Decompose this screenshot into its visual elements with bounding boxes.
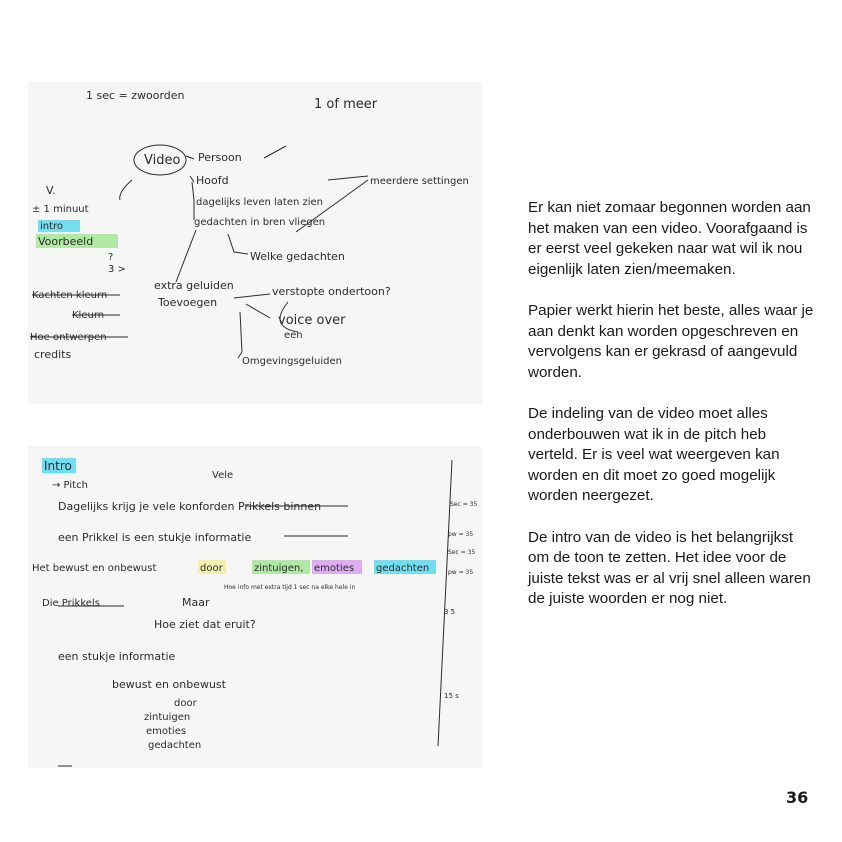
note-extra: extra geluiden xyxy=(154,279,234,292)
note-een: een xyxy=(284,330,303,341)
note-sec: 1 sec = zwoorden xyxy=(86,89,185,102)
note-line1: Dagelijks krijg je vele konforden Prikkels binnen xyxy=(58,500,322,513)
note-intro-bottom: Intro xyxy=(44,459,72,473)
note-gedachten: gedachten in bren vliegen xyxy=(194,217,326,228)
note-maar: Maar xyxy=(182,596,210,609)
note-list-gedachten: gedachten xyxy=(148,740,202,751)
note-question: ? xyxy=(108,252,114,263)
sketch-bottom-drawing xyxy=(28,446,482,768)
brainstorm-sketch-bottom xyxy=(28,446,482,768)
note-bewust: bewust en onbewust xyxy=(112,678,226,691)
note-deel: Die Prikkels xyxy=(42,598,100,609)
note-persoon: Persoon xyxy=(198,151,242,164)
note-hoe: Hoe ontwerpen xyxy=(30,332,107,343)
note-meerdere: meerdere settingen xyxy=(370,176,469,187)
note-omgeving: Omgevingsgeluiden xyxy=(242,356,342,367)
note-welke: Welke gedachten xyxy=(250,250,345,263)
note-credits: credits xyxy=(34,348,72,361)
note-voorbeeld: Voorbeeld xyxy=(38,235,94,248)
paragraph-4: De intro van de video is het belangrijkst om de toon te zetten. Het idee voor de juiste tekst was er al vrij snel alleen waren de juiste woorden er nog niet. xyxy=(528,528,811,608)
note-minuut: ± 1 minuut xyxy=(32,204,89,215)
note-tally-2: pw = 35 xyxy=(448,531,474,538)
note-of-meer: 1 of meer xyxy=(314,97,378,112)
paragraph-1: Er kan niet zomaar begonnen worden aan het maken van een video. Voorafgaand is er eerst veel gekeken naar wat wil ik nou eigenlijk laten zien/meemaken. xyxy=(528,199,811,278)
note-small: Hoe info met extra tijd 1 sec na elke hele in xyxy=(224,584,356,591)
note-kleurn1: Kachten kleurn xyxy=(32,290,108,301)
note-door: door xyxy=(200,563,223,574)
note-erut: Hoe ziet dat eruit? xyxy=(154,618,256,631)
paragraph-2: Papier werkt hierin het beste, alles waar je aan denkt kan worden opgeschreven en vervolgens kan er gekrasd of aangevuld worden. xyxy=(528,301,814,381)
sketch-top-drawing xyxy=(28,82,482,404)
note-kleurn2: Kleurn xyxy=(72,310,105,321)
page-number: 36 xyxy=(786,788,809,807)
note-hoofd: Hoofd xyxy=(196,174,229,187)
note-list-emoties: emoties xyxy=(146,726,187,737)
note-gedachten: gedachten xyxy=(376,563,430,574)
note-pitch: → Pitch xyxy=(52,480,88,491)
note-toevoegen: Toevoegen xyxy=(158,296,218,309)
note-intro: intro xyxy=(40,221,64,232)
paragraph-3: De indeling van de video moet alles onderbouwen wat ik in de pitch heb verteld. Er is veel wat weergeven kan worden en dit moet zo goed mogelijk worden neergezet. xyxy=(528,404,780,505)
note-dagelijks: dagelijks leven laten zien xyxy=(196,197,324,208)
note-three: 3 > xyxy=(108,264,126,275)
body-text xyxy=(528,198,818,630)
note-tally-3: Sec = 35 xyxy=(448,549,476,556)
note-emoties: emoties xyxy=(314,563,355,574)
note-line3a: Het bewust en onbewust xyxy=(32,563,157,574)
note-tally-1: Sec = 35 xyxy=(450,501,478,508)
note-vele: Vele xyxy=(212,470,234,481)
note-tally-4: pw = 35 xyxy=(448,569,474,576)
note-verstopte: verstopte ondertoon? xyxy=(272,285,391,298)
note-line2: een Prikkel is een stukje informatie xyxy=(58,531,252,544)
note-voice: voice over xyxy=(278,313,346,328)
brainstorm-sketch-top xyxy=(28,82,482,404)
note-tally-5: 3 5 xyxy=(444,608,456,616)
note-stukje: een stukje informatie xyxy=(58,650,176,663)
note-video: Video xyxy=(144,153,181,168)
note-list-door: door xyxy=(174,698,197,709)
note-list-zintuigen: zintuigen xyxy=(144,712,191,723)
note-tally-6: 15 s xyxy=(444,692,459,700)
note-v: V. xyxy=(46,184,56,197)
note-zintuigen: zintuigen, xyxy=(254,563,304,574)
